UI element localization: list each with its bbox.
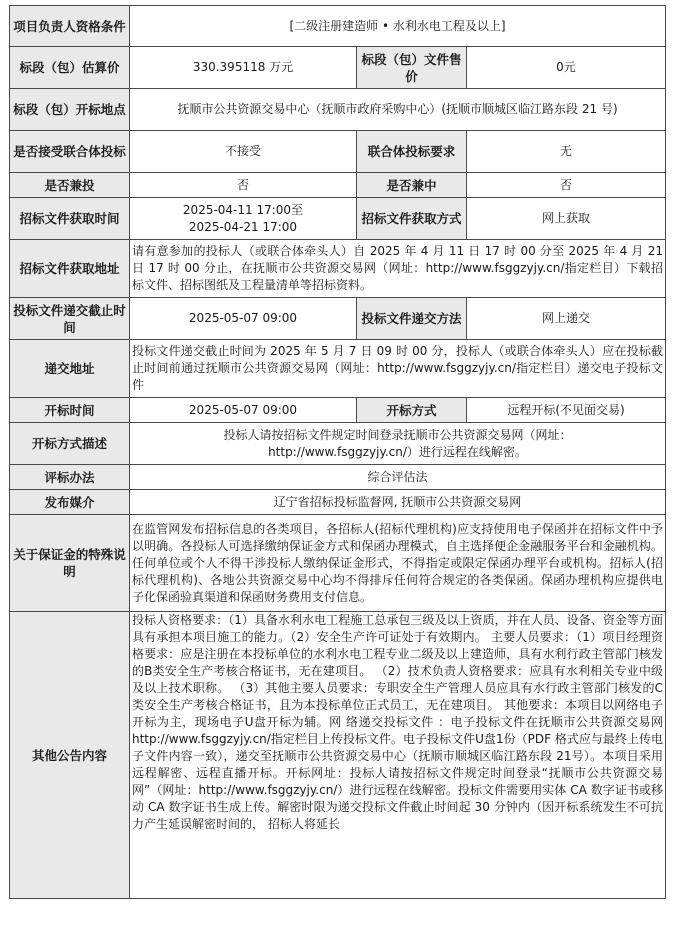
estimate-label: 标段（包）估算价 bbox=[10, 47, 130, 89]
concurrent-bid-label: 是否兼投 bbox=[10, 173, 130, 198]
concurrent-bid-value: 否 bbox=[130, 173, 357, 198]
other-value: 投标人资格要求：（1）具备水利水电工程施工总承包三级及以上资质，并在人员、设备、资金等方面具有承担本项目施工的能力。（2）安全生产许可证处于有效期内。 主要人员要求：（1）项目经理资格要求：应是注册在本投标单位的水利水电工程专业二级及以上建造师，具有水利行政主管部门核发的B类安全生产考核合格证书，无在建项目。 （2）技术负责人资格要求：应具有水利相关专业中级及以上技术职称。 （3）其他主要人员要求：专职安全生产管理人员应具有水行政主管部门核发的C类安全生产考核合格证书，且为本投标单位正式员工，无在建项目。 其他要求：本项目以网络电子开标为主，现场电子U盘开标为辅。网 络递交投标文件 ：电子投标文件在抚顺市公共资源交易网http://www.fsggzyjy.cn/指定栏目上传投标文件。电子投标文件U盘1份（PDF 格式应与最终上传电子文件内容一致），递交至抚顺市公共资源交易中心（抚顺市顺城区临江路东段 21号）。本项目采用远程解密、远程直播开标。开标网址：投标人请按招标文件规定时间登录“抚顺市公共资源交易网”（网址：http://www.fsggzyjy.cn/）进行远程在线解密。投标文件需要用实体 CA 数字证书或移动 CA 数字证书生成上传。解密时限为递交投标文件截止时间起 30 分钟内（因开标系统发生不可抗力产生延误解密时间的， 招标人将延长 bbox=[130, 612, 666, 899]
obtain-place-label: 招标文件获取地址 bbox=[10, 240, 130, 298]
row-obtain-time bbox=[10, 198, 666, 240]
location-value: 抚顺市公共资源交易中心（抚顺市政府采购中心）(抚顺市顺城区临江路东段 21 号) bbox=[130, 89, 666, 131]
guarantee-value: 在监管网发布招标信息的各类项目，各招标人(招标代理机构)应支持使用电子保函并在招标文件中予以明确。各投标人可选择缴纳保证金方式和保函办理模式，自主选择便企金融服务平台和金融机构。任何单位或个人不得干涉投标人缴纳保证金形式，不得指定或限定保函办理平台或机构。招标人(招标代理机构)、各地公共资源交易中心均不得排斥任何符合规定的各类保函。保函办理机构应提供电子化保函验真渠道和保函财务费用支付信息。 bbox=[130, 515, 666, 612]
media-label: 发布媒介 bbox=[10, 490, 130, 515]
row-opening-time bbox=[10, 398, 666, 423]
consortium-req-label: 联合体投标要求 bbox=[357, 131, 467, 173]
evaluation-value: 综合评估法 bbox=[130, 465, 666, 490]
obtain-time-label: 招标文件获取时间 bbox=[10, 198, 130, 240]
row-media bbox=[10, 490, 666, 515]
doc-price-value: 0元 bbox=[467, 47, 666, 89]
media-value: 辽宁省招标投标监督网, 抚顺市公共资源交易网 bbox=[130, 490, 666, 515]
obtain-method-label: 招标文件获取方式 bbox=[357, 198, 467, 240]
obtain-time-end: 2025-04-21 17:00 bbox=[188, 219, 298, 234]
concurrent-win-value: 否 bbox=[467, 173, 666, 198]
obtain-place-value: 请有意参加的投标人（或联合体牵头人）自 2025 年 4 月 11 日 17 时 00 分至 2025 年 4 月 21 日 17 时 00 分止，在抚顺市公共资源交易网（网址：http://www.fsggzyjy.cn/指定栏目）下载招标文件、招标图纸及工程量清单等招标资料。 bbox=[130, 240, 666, 298]
row-consortium bbox=[10, 131, 666, 173]
estimate-value: 330.395118 万元 bbox=[130, 47, 357, 89]
opening-method-label: 开标方式 bbox=[357, 398, 467, 423]
opening-desc-label: 开标方式描述 bbox=[10, 423, 130, 465]
concurrent-win-label: 是否兼中 bbox=[357, 173, 467, 198]
row-submit-address bbox=[10, 340, 666, 398]
obtain-time-value bbox=[130, 198, 357, 240]
other-label: 其他公告内容 bbox=[10, 612, 130, 899]
qualification-label: 项目负责人资格条件 bbox=[10, 6, 130, 47]
consortium-value: 不接受 bbox=[130, 131, 357, 173]
row-guarantee bbox=[10, 515, 666, 612]
row-location bbox=[10, 89, 666, 131]
submit-address-value: 投标文件递交截止时间为 2025 年 5 月 7 日 09 时 00 分，投标人（或联合体牵头人）应在投标截止时间前通过抚顺市公共资源交易网（网址：http://www.fsggzyjy.cn/指定栏目）递交电子投标文件 bbox=[130, 340, 666, 398]
obtain-method-value: 网上获取 bbox=[467, 198, 666, 240]
row-concurrent bbox=[10, 173, 666, 198]
doc-price-label: 标段（包）文件售价 bbox=[357, 47, 467, 89]
row-obtain-place bbox=[10, 240, 666, 298]
deadline-value: 2025-05-07 09:00 bbox=[130, 298, 357, 340]
submit-method-label: 投标文件递交方法 bbox=[357, 298, 467, 340]
submit-method-value: 网上递交 bbox=[467, 298, 666, 340]
row-other bbox=[10, 612, 666, 899]
obtain-time-start: 2025-04-11 17:00至 bbox=[182, 202, 304, 217]
guarantee-label: 关于保证金的特殊说明 bbox=[10, 515, 130, 612]
row-evaluation bbox=[10, 465, 666, 490]
qualification-value: [二级注册建造师 • 水利水电工程及以上] bbox=[130, 6, 666, 47]
row-deadline bbox=[10, 298, 666, 340]
opening-desc-value: 投标人请按招标文件规定时间登录抚顺市公共资源交易网（网址：http://www.fsggzyjy.cn/）进行远程在线解密。 bbox=[130, 423, 666, 465]
row-estimate bbox=[10, 47, 666, 89]
opening-time-value: 2025-05-07 09:00 bbox=[130, 398, 357, 423]
row-qualification bbox=[10, 6, 666, 47]
consortium-label: 是否接受联合体投标 bbox=[10, 131, 130, 173]
opening-method-value: 远程开标(不见面交易) bbox=[467, 398, 666, 423]
evaluation-label: 评标办法 bbox=[10, 465, 130, 490]
location-label: 标段（包）开标地点 bbox=[10, 89, 130, 131]
row-opening-desc bbox=[10, 423, 666, 465]
consortium-req-value: 无 bbox=[467, 131, 666, 173]
deadline-label: 投标文件递交截止时间 bbox=[10, 298, 130, 340]
submit-address-label: 递交地址 bbox=[10, 340, 130, 398]
opening-time-label: 开标时间 bbox=[10, 398, 130, 423]
tender-info-table bbox=[9, 5, 666, 899]
